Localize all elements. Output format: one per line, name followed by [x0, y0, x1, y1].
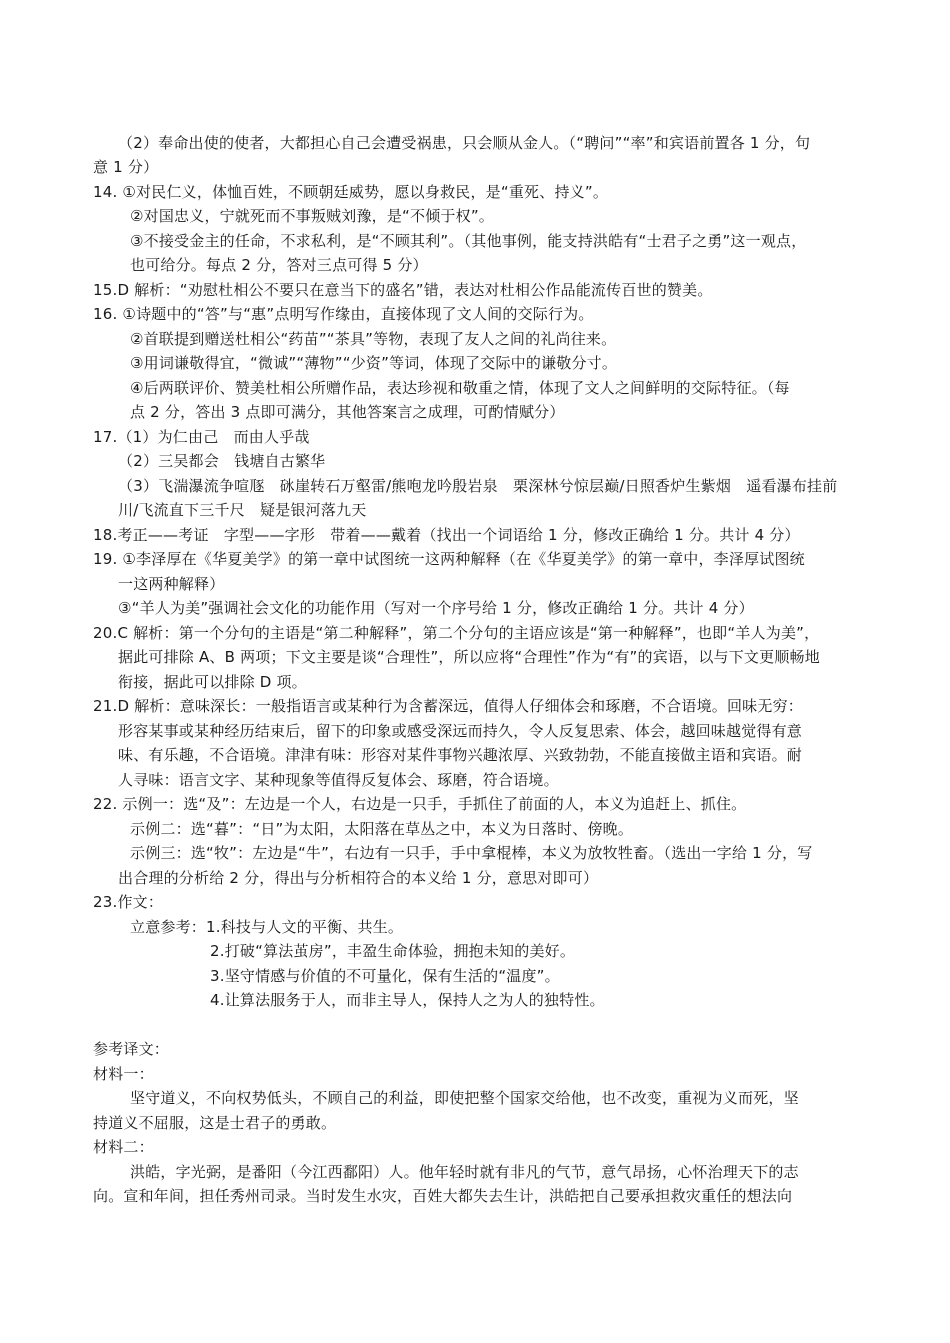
- answer-13-2-line-1: （2）奉命出使的使者，大都担心自己会遭受祸患，只会顺从金人。（“聘问”“率”和宾语前置各 1 分，句: [118, 134, 811, 152]
- answer-16-line-2: ②首联提到赠送杜相公“药苗”“茶具”等物，表现了友人之间的礼尚往来。: [130, 330, 617, 348]
- material-2-heading: 材料二：: [93, 1138, 154, 1156]
- answer-21-line-4: 人寻味：语言文字、某种现象等值得反复体会、琢磨，符合语境。: [118, 771, 559, 789]
- answer-14-line-1: 14. ①对民仁义，体恤百姓，不顾朝廷威势，愿以身救民，是“重死、持义”。: [93, 183, 609, 201]
- material-1-line-1: 坚守道义，不向权势低头，不顾自己的利益，即使把整个国家交给他，也不改变，重视为义而死，坚: [130, 1089, 799, 1107]
- answer-21-line-1: 21.D 解析：意味深长：一般指语言或某种行为含蓄深远，值得人仔细体会和琢磨，不合语境。回味无穷：: [93, 697, 803, 715]
- answer-19-line-1: 19. ①李泽厚在《华夏美学》的第一章中试图统一这两种解释（在《华夏美学》的第一章中，李泽厚试图统: [93, 550, 805, 568]
- answer-14-line-2: ②对国忠义，宁就死而不事叛贼刘豫，是“不倾于权”。: [130, 207, 494, 225]
- answer-14-line-3: ③不接受金主的任命，不求私利，是“不顾其利”。（其他事例，能支持洪皓有“士君子之勇”这一观点，: [130, 232, 807, 250]
- answer-23-idea-3: 3.坚守情感与价值的不可量化，保有生活的“温度”。: [210, 967, 560, 985]
- answer-22-line-4: 出合理的分析给 2 分，得出与分析相符合的本义给 1 分，意思对即可）: [118, 869, 599, 887]
- material-2-line-2: 向。宣和年间，担任秀州司录。当时发生水灾，百姓大都失去生计，洪皓把自己要承担救灾重任的想法向: [93, 1187, 793, 1205]
- answer-23-idea-2: 2.打破“算法茧房”，丰盈生命体验，拥抱未知的美好。: [210, 942, 576, 960]
- answer-23-idea-1: 立意参考：1.科技与人文的平衡、共生。: [130, 918, 404, 936]
- material-1-line-2: 持道义不屈服，这是士君子的勇敢。: [93, 1114, 337, 1132]
- answer-17-3-line-1: （3）飞湍瀑流争喧豗 砯崖转石万壑雷/熊咆龙吟殷岩泉 栗深林兮惊层巅/日照香炉生紫烟 遥看瀑布挂前: [118, 477, 838, 495]
- answer-18: 18.考正——考证 字型——字形 带着——戴着（找出一个词语给 1 分，修改正确给 1 分。共计 4 分）: [93, 526, 800, 544]
- answer-20-line-2: 据此可排除 A、B 两项；下文主要是谈“合理性”，所以应将“合理性”作为“有”的宾语，以与下文更顺畅地: [118, 648, 820, 666]
- answer-22-line-2: 示例二：选“暮”：“日”为太阳，太阳落在草丛之中，本义为日落时、傍晚。: [130, 820, 634, 838]
- answer-17-3-line-2: 川/飞流直下三千尺 疑是银河落九天: [118, 501, 367, 519]
- material-2-line-1: 洪皓，字光弼，是番阳（今江西鄱阳）人。他年轻时就有非凡的气节，意气昂扬，心怀治理天下的志: [130, 1163, 799, 1181]
- answer-14-line-4: 也可给分。每点 2 分，答对三点可得 5 分）: [130, 256, 428, 274]
- answer-19-line-2: 一这两种解释）: [118, 575, 225, 593]
- answer-15: 15.D 解析：“劝慰杜相公不要只在意当下的盛名”错，表达对杜相公作品能流传百世的赞美。: [93, 281, 713, 299]
- answer-17-1: 17.（1）为仁由己 而由人乎哉: [93, 428, 310, 446]
- answer-23-idea-4: 4.让算法服务于人，而非主导人，保持人之为人的独特性。: [210, 991, 605, 1009]
- answer-20-line-3: 衔接，据此可以排除 D 项。: [118, 673, 307, 691]
- answer-17-2: （2）三吴都会 钱塘自古繁华: [118, 452, 326, 470]
- answer-16-line-5: 点 2 分，答出 3 点即可满分，其他答案言之成理，可酌情赋分）: [130, 403, 565, 421]
- answer-23-heading: 23.作文：: [93, 893, 164, 911]
- answer-16-line-3: ③用词谦敬得宜，“微诚”“薄物”“少资”等词，体现了交际中的谦敬分寸。: [130, 354, 618, 372]
- answer-16-line-4: ④后两联评价、赞美杜相公所赠作品，表达珍视和敬重之情，体现了文人之间鲜明的交际特征。（每: [130, 379, 790, 397]
- answer-16-line-1: 16. ①诗题中的“答”与“惠”点明写作缘由，直接体现了文人间的交际行为。: [93, 305, 594, 323]
- material-1-heading: 材料一：: [93, 1065, 154, 1083]
- translation-heading: 参考译文：: [93, 1040, 170, 1058]
- answer-21-line-2: 形容某事或某种经历结束后，留下的印象或感受深远而持久，令人反复思索、体会，越回味越觉得有意: [118, 722, 803, 740]
- answer-13-2-line-2: 意 1 分）: [93, 158, 159, 176]
- answer-22-line-3: 示例三：选“牧”：左边是“牛”，右边有一只手，手中拿棍棒，本义为放牧牲畜。（选出一字给 1 分，写: [130, 844, 813, 862]
- answer-21-line-3: 味、有乐趣，不合语境。津津有味：形容对某件事物兴趣浓厚、兴致勃勃，不能直接做主语和宾语。耐: [118, 746, 803, 764]
- answer-20-line-1: 20.C 解析：第一个分句的主语是“第二种解释”，第二个分句的主语应该是“第一种解释”，也即“羊人为美”，: [93, 624, 820, 642]
- answer-19-line-3: ③“羊人为美”强调社会文化的功能作用（写对一个序号给 1 分，修改正确给 1 分。共计 4 分）: [118, 599, 754, 617]
- answer-22-line-1: 22. 示例一：选“及”：左边是一个人，右边是一只手，手抓住了前面的人，本义为追赶上、抓住。: [93, 795, 747, 813]
